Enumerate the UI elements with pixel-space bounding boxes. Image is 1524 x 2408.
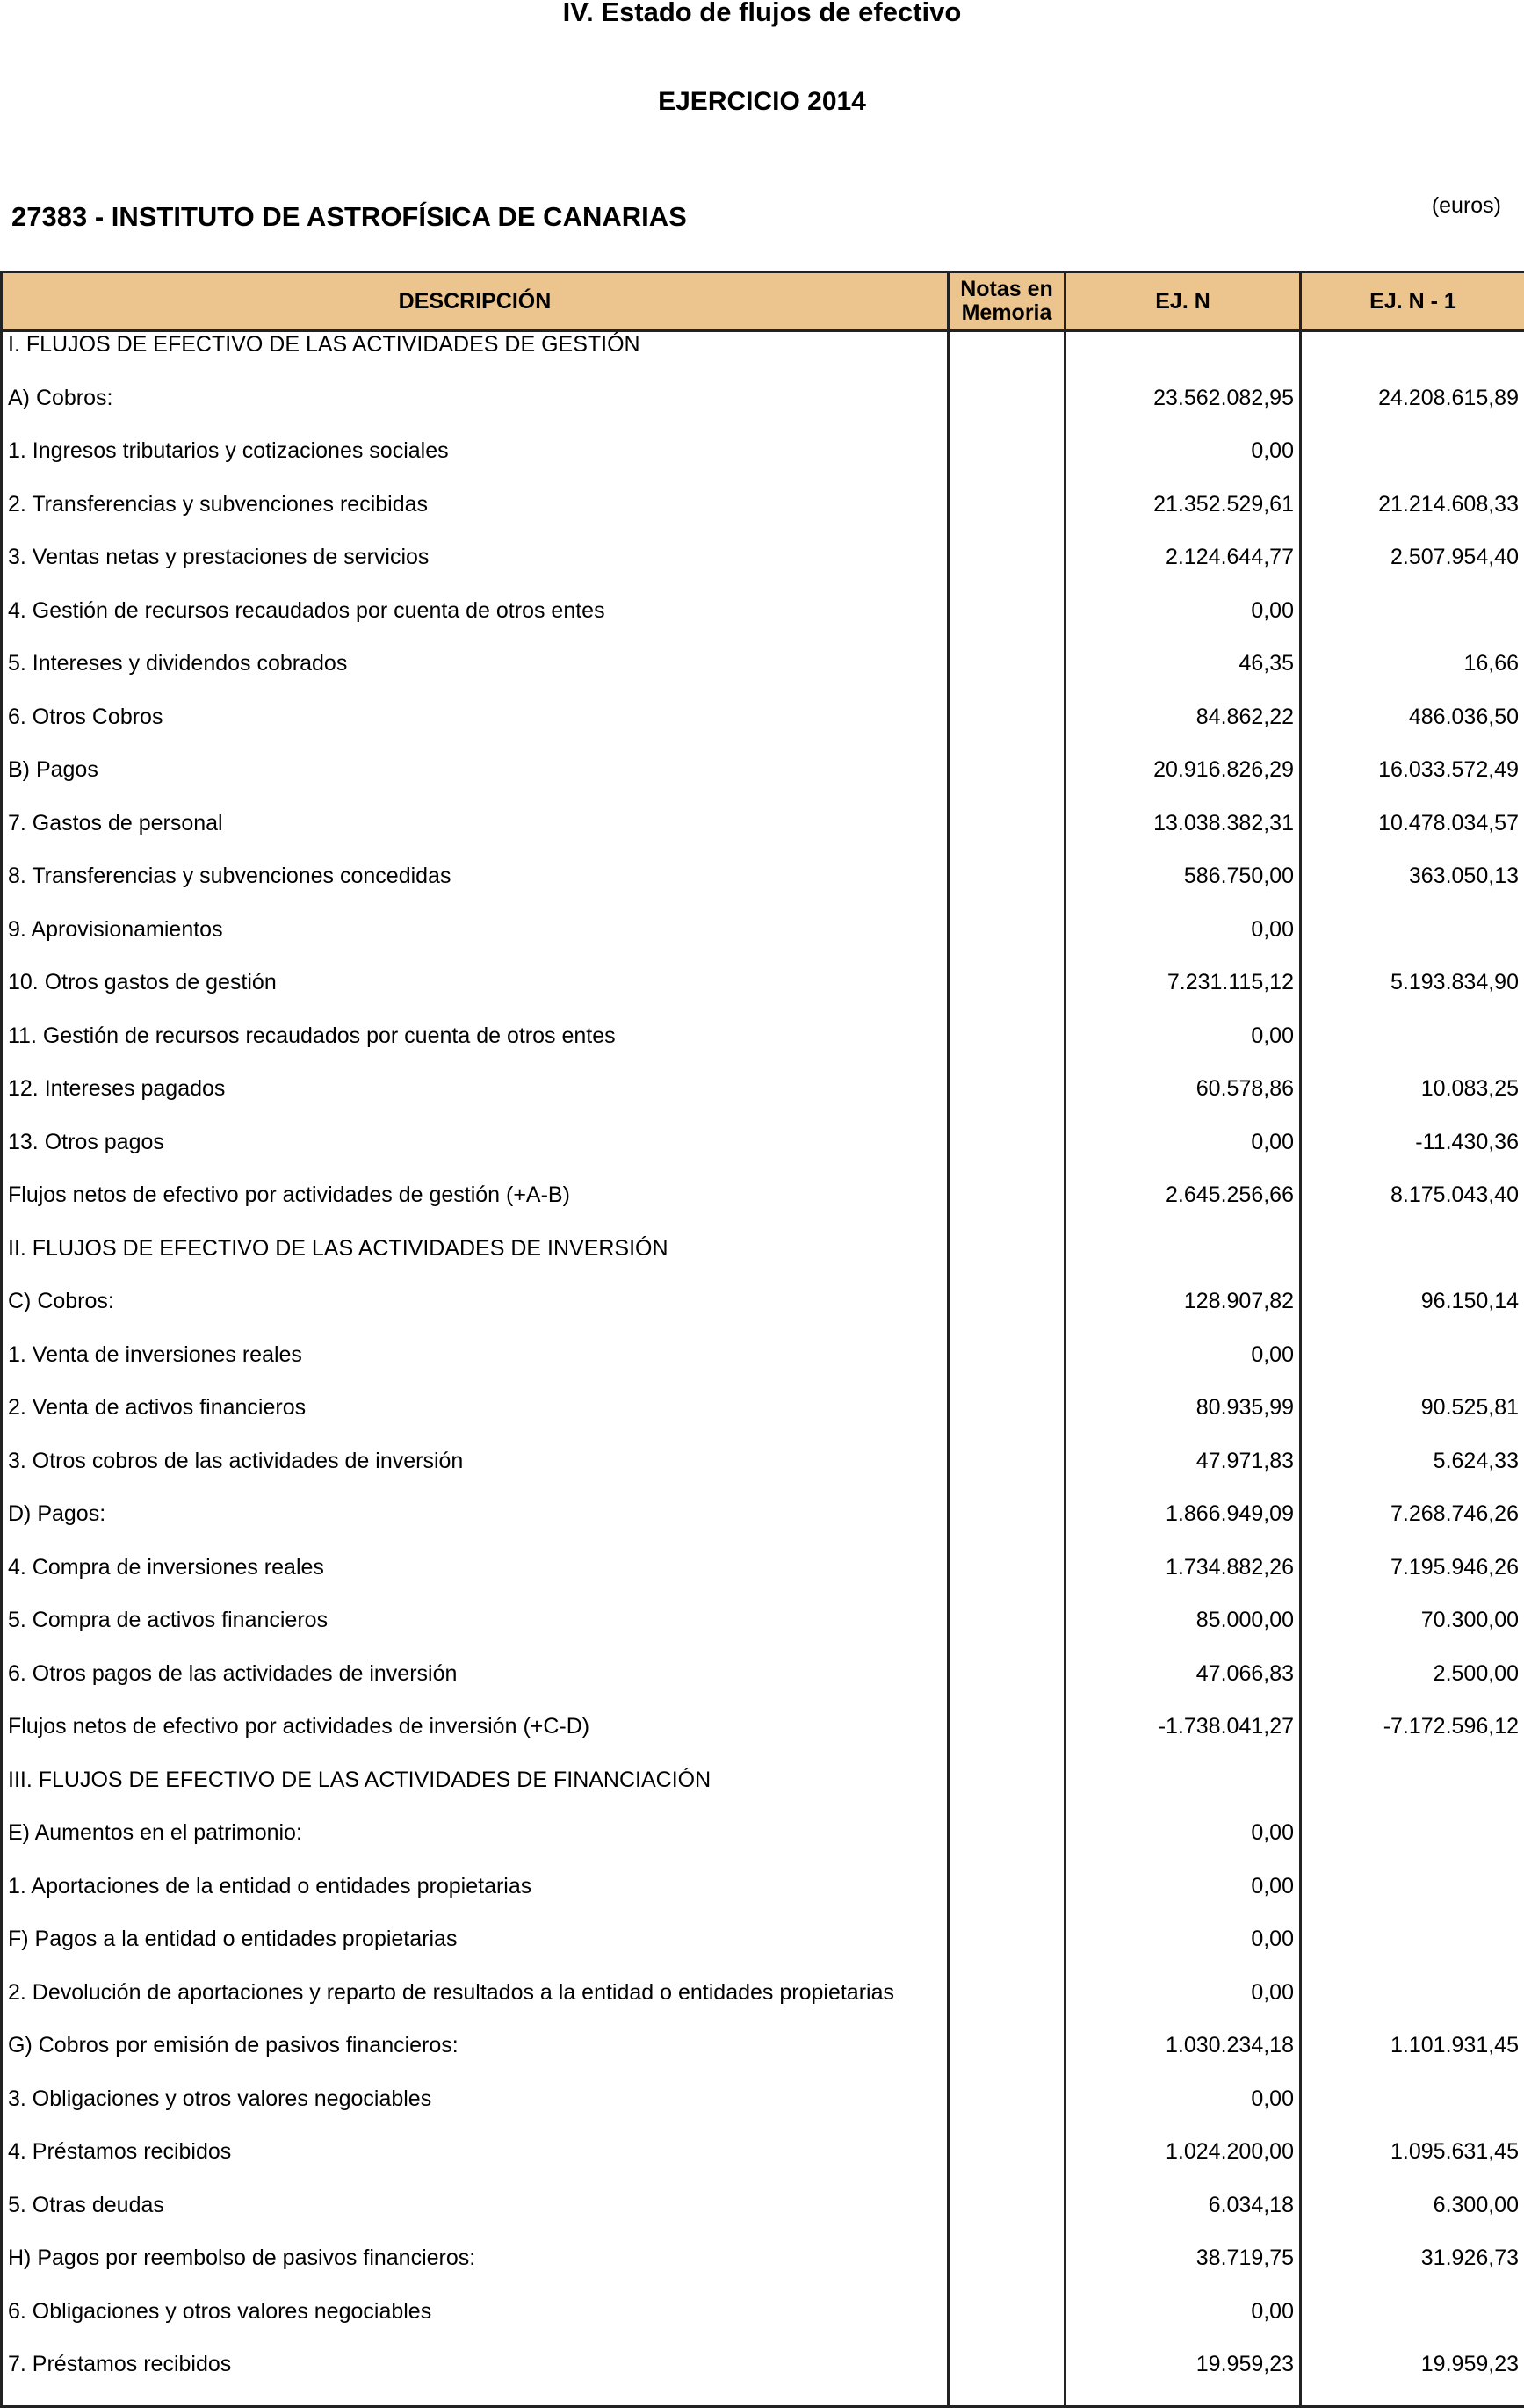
row-description: 5. Otras deudas	[2, 2193, 949, 2246]
row-value-year-n1	[1301, 1023, 1524, 1077]
row-notes	[949, 1980, 1065, 2034]
table-row	[2, 2033, 1524, 2086]
row-value-year-n: 23.562.082,95	[1065, 386, 1301, 439]
row-value-year-n1: -7.172.596,12	[1301, 1714, 1524, 1768]
table-row	[2, 2139, 1524, 2193]
table-header-row	[2, 272, 1524, 331]
row-value-year-n1: -11.430,36	[1301, 1130, 1524, 1183]
row-notes	[949, 2245, 1065, 2299]
row-value-year-n1	[1301, 1980, 1524, 2034]
table-row	[2, 1076, 1524, 1130]
row-description: Flujos netos de efectivo por actividades de gestión (+A-B)	[2, 1182, 949, 1236]
row-notes	[949, 811, 1065, 864]
table-row	[2, 757, 1524, 811]
row-description: 6. Otros Cobros	[2, 705, 949, 758]
row-value-year-n: 6.034,18	[1065, 2193, 1301, 2246]
row-description: H) Pagos por reembolso de pasivos financieros:	[2, 2245, 949, 2299]
row-value-year-n	[1065, 1768, 1301, 1821]
row-value-year-n1	[1301, 1820, 1524, 1874]
row-description: Flujos netos de efectivo por actividades de inversión (+C-D)	[2, 1714, 949, 1768]
row-value-year-n: 19.959,23	[1065, 2352, 1301, 2406]
row-value-year-n: 0,00	[1065, 1927, 1301, 1980]
table-row	[2, 545, 1524, 598]
row-description: C) Cobros:	[2, 1289, 949, 1342]
row-value-year-n: 0,00	[1065, 2086, 1301, 2140]
row-value-year-n: 0,00	[1065, 1874, 1301, 1927]
table-row	[2, 386, 1524, 439]
row-value-year-n: 21.352.529,61	[1065, 492, 1301, 546]
table-row	[2, 1130, 1524, 1183]
table-row	[2, 1768, 1524, 1821]
row-value-year-n1: 5.193.834,90	[1301, 970, 1524, 1023]
row-notes	[949, 492, 1065, 546]
row-value-year-n1: 90.525,81	[1301, 1395, 1524, 1449]
row-value-year-n: 13.038.382,31	[1065, 811, 1301, 864]
currency-unit: (euros)	[1432, 191, 1501, 221]
row-description: 1. Aportaciones de la entidad o entidades propietarias	[2, 1874, 949, 1927]
row-description: 2. Venta de activos financieros	[2, 1395, 949, 1449]
row-value-year-n: 47.971,83	[1065, 1449, 1301, 1502]
row-description: 3. Otros cobros de las actividades de inversión	[2, 1449, 949, 1502]
table-row	[2, 1714, 1524, 1768]
row-value-year-n: 0,00	[1065, 438, 1301, 492]
row-notes	[949, 1501, 1065, 1555]
row-value-year-n1: 70.300,00	[1301, 1608, 1524, 1661]
exercise-heading: EJERCICIO 2014	[0, 84, 1524, 119]
column-header-description: DESCRIPCIÓN	[2, 272, 949, 331]
row-value-year-n1: 1.101.931,45	[1301, 2033, 1524, 2086]
row-notes	[949, 1342, 1065, 1396]
table-row	[2, 2086, 1524, 2140]
table-row	[2, 2193, 1524, 2246]
row-value-year-n: 1.866.949,09	[1065, 1501, 1301, 1555]
table-body	[2, 331, 1524, 2407]
notes-header-line2: Memoria	[962, 300, 1052, 325]
row-value-year-n1	[1301, 1236, 1524, 1290]
table-row	[2, 1236, 1524, 1290]
row-value-year-n1: 5.624,33	[1301, 1449, 1524, 1502]
row-description: 3. Obligaciones y otros valores negociables	[2, 2086, 949, 2140]
table-row	[2, 1395, 1524, 1449]
row-description: 4. Préstamos recibidos	[2, 2139, 949, 2193]
row-value-year-n1: 6.300,00	[1301, 2193, 1524, 2246]
row-notes	[949, 1714, 1065, 1768]
row-notes	[949, 545, 1065, 598]
cash-flow-table	[0, 271, 1524, 2408]
row-value-year-n1	[1301, 2086, 1524, 2140]
row-description: 4. Compra de inversiones reales	[2, 1555, 949, 1609]
row-description: 2. Transferencias y subvenciones recibidas	[2, 492, 949, 546]
row-value-year-n1: 363.050,13	[1301, 864, 1524, 917]
row-value-year-n: 0,00	[1065, 1342, 1301, 1396]
row-value-year-n1	[1301, 2299, 1524, 2353]
row-value-year-n: 47.066,83	[1065, 1661, 1301, 1715]
row-value-year-n: 0,00	[1065, 598, 1301, 652]
row-notes	[949, 2352, 1065, 2406]
row-value-year-n1	[1301, 1768, 1524, 1821]
row-description: 1. Ingresos tributarios y cotizaciones sociales	[2, 438, 949, 492]
entity-name: 27383 - INSTITUTO DE ASTROFÍSICA DE CANARIAS	[11, 199, 687, 235]
row-value-year-n: 0,00	[1065, 1980, 1301, 2034]
table-row	[2, 705, 1524, 758]
row-description: 6. Otros pagos de las actividades de inversión	[2, 1661, 949, 1715]
row-value-year-n	[1065, 331, 1301, 386]
row-value-year-n: -1.738.041,27	[1065, 1714, 1301, 1768]
table-row	[2, 917, 1524, 971]
row-description: 7. Préstamos recibidos	[2, 2352, 949, 2406]
table-row	[2, 1661, 1524, 1715]
row-description: 5. Intereses y dividendos cobrados	[2, 651, 949, 705]
row-value-year-n: 586.750,00	[1065, 864, 1301, 917]
row-notes	[949, 2193, 1065, 2246]
row-notes	[949, 1661, 1065, 1715]
page-title: IV. Estado de flujos de efectivo	[0, 0, 1524, 30]
row-value-year-n1: 7.268.746,26	[1301, 1501, 1524, 1555]
row-notes	[949, 1874, 1065, 1927]
row-description: II. FLUJOS DE EFECTIVO DE LAS ACTIVIDADES DE INVERSIÓN	[2, 1236, 949, 1290]
row-notes	[949, 1076, 1065, 1130]
table-row	[2, 1980, 1524, 2034]
table-row	[2, 2245, 1524, 2299]
row-notes	[949, 2299, 1065, 2353]
table-row	[2, 1449, 1524, 1502]
row-description: 7. Gastos de personal	[2, 811, 949, 864]
row-value-year-n: 7.231.115,12	[1065, 970, 1301, 1023]
row-value-year-n1: 21.214.608,33	[1301, 492, 1524, 546]
column-header-notes	[949, 272, 1065, 331]
row-notes	[949, 1395, 1065, 1449]
table-row	[2, 492, 1524, 546]
table-row	[2, 1608, 1524, 1661]
row-value-year-n: 0,00	[1065, 1023, 1301, 1077]
row-notes	[949, 917, 1065, 971]
table-row	[2, 1874, 1524, 1927]
row-notes	[949, 598, 1065, 652]
row-value-year-n1: 1.095.631,45	[1301, 2139, 1524, 2193]
table-row	[2, 1820, 1524, 1874]
row-value-year-n1: 16,66	[1301, 651, 1524, 705]
row-notes	[949, 438, 1065, 492]
table-row	[2, 1342, 1524, 1396]
row-value-year-n: 60.578,86	[1065, 1076, 1301, 1130]
row-notes	[949, 1927, 1065, 1980]
table-row	[2, 2299, 1524, 2353]
column-header-year-n: EJ. N	[1065, 272, 1301, 331]
row-value-year-n: 128.907,82	[1065, 1289, 1301, 1342]
row-notes	[949, 1236, 1065, 1290]
row-notes	[949, 864, 1065, 917]
row-notes	[949, 2086, 1065, 2140]
row-value-year-n1: 19.959,23	[1301, 2352, 1524, 2406]
table-row	[2, 1182, 1524, 1236]
row-value-year-n: 0,00	[1065, 1130, 1301, 1183]
row-notes	[949, 2139, 1065, 2193]
row-description: I. FLUJOS DE EFECTIVO DE LAS ACTIVIDADES DE GESTIÓN	[2, 331, 949, 386]
row-value-year-n1: 10.083,25	[1301, 1076, 1524, 1130]
row-value-year-n1	[1301, 1927, 1524, 1980]
table-row	[2, 1555, 1524, 1609]
row-description: 5. Compra de activos financieros	[2, 1608, 949, 1661]
row-description: 10. Otros gastos de gestión	[2, 970, 949, 1023]
table-row	[2, 651, 1524, 705]
row-value-year-n: 85.000,00	[1065, 1608, 1301, 1661]
row-value-year-n1: 486.036,50	[1301, 705, 1524, 758]
row-description: 6. Obligaciones y otros valores negociables	[2, 2299, 949, 2353]
row-description: 12. Intereses pagados	[2, 1076, 949, 1130]
row-description: E) Aumentos en el patrimonio:	[2, 1820, 949, 1874]
row-value-year-n1: 31.926,73	[1301, 2245, 1524, 2299]
row-value-year-n1	[1301, 1874, 1524, 1927]
row-description: 8. Transferencias y subvenciones concedidas	[2, 864, 949, 917]
row-notes	[949, 1182, 1065, 1236]
table-row	[2, 1023, 1524, 1077]
row-description: 4. Gestión de recursos recaudados por cuenta de otros entes	[2, 598, 949, 652]
row-value-year-n: 84.862,22	[1065, 705, 1301, 758]
row-notes	[949, 1130, 1065, 1183]
row-notes	[949, 1555, 1065, 1609]
row-notes	[949, 1449, 1065, 1502]
row-description: III. FLUJOS DE EFECTIVO DE LAS ACTIVIDADES DE FINANCIACIÓN	[2, 1768, 949, 1821]
row-description: 2. Devolución de aportaciones y reparto de resultados a la entidad o entidades propietarias	[2, 1980, 949, 2034]
row-notes	[949, 1820, 1065, 1874]
table-row	[2, 1289, 1524, 1342]
row-notes	[949, 331, 1065, 386]
row-value-year-n: 38.719,75	[1065, 2245, 1301, 2299]
row-notes	[949, 651, 1065, 705]
row-description: 13. Otros pagos	[2, 1130, 949, 1183]
row-description: F) Pagos a la entidad o entidades propietarias	[2, 1927, 949, 1980]
row-value-year-n1	[1301, 598, 1524, 652]
row-notes	[949, 970, 1065, 1023]
table-row	[2, 331, 1524, 386]
row-value-year-n	[1065, 1236, 1301, 1290]
row-value-year-n: 2.124.644,77	[1065, 545, 1301, 598]
row-value-year-n: 1.030.234,18	[1065, 2033, 1301, 2086]
row-value-year-n: 46,35	[1065, 651, 1301, 705]
table-row	[2, 811, 1524, 864]
row-value-year-n: 1.734.882,26	[1065, 1555, 1301, 1609]
row-notes	[949, 1768, 1065, 1821]
row-notes	[949, 757, 1065, 811]
row-notes	[949, 1289, 1065, 1342]
row-description: A) Cobros:	[2, 386, 949, 439]
row-value-year-n1	[1301, 331, 1524, 386]
row-value-year-n1: 7.195.946,26	[1301, 1555, 1524, 1609]
row-value-year-n1: 8.175.043,40	[1301, 1182, 1524, 1236]
row-description: B) Pagos	[2, 757, 949, 811]
row-value-year-n1: 2.507.954,40	[1301, 545, 1524, 598]
row-description: 3. Ventas netas y prestaciones de servicios	[2, 545, 949, 598]
row-value-year-n: 80.935,99	[1065, 1395, 1301, 1449]
row-description: 9. Aprovisionamientos	[2, 917, 949, 971]
table-row	[2, 438, 1524, 492]
row-value-year-n: 2.645.256,66	[1065, 1182, 1301, 1236]
row-notes	[949, 2033, 1065, 2086]
table-row	[2, 2352, 1524, 2406]
table-row	[2, 864, 1524, 917]
table-row	[2, 1927, 1524, 1980]
table-row	[2, 970, 1524, 1023]
row-value-year-n1: 96.150,14	[1301, 1289, 1524, 1342]
row-value-year-n1: 10.478.034,57	[1301, 811, 1524, 864]
row-value-year-n: 0,00	[1065, 917, 1301, 971]
row-value-year-n1	[1301, 917, 1524, 971]
row-value-year-n: 1.024.200,00	[1065, 2139, 1301, 2193]
row-value-year-n1: 2.500,00	[1301, 1661, 1524, 1715]
row-value-year-n: 20.916.826,29	[1065, 757, 1301, 811]
column-header-year-n1: EJ. N - 1	[1301, 272, 1524, 331]
table-row	[2, 598, 1524, 652]
table-row	[2, 1501, 1524, 1555]
row-value-year-n1	[1301, 1342, 1524, 1396]
row-notes	[949, 705, 1065, 758]
notes-header-line1: Notas en	[960, 277, 1053, 301]
row-notes	[949, 1023, 1065, 1077]
row-value-year-n: 0,00	[1065, 2299, 1301, 2353]
row-notes	[949, 386, 1065, 439]
row-description: 11. Gestión de recursos recaudados por cuenta de otros entes	[2, 1023, 949, 1077]
row-description: G) Cobros por emisión de pasivos financieros:	[2, 2033, 949, 2086]
row-value-year-n1	[1301, 438, 1524, 492]
row-description: D) Pagos:	[2, 1501, 949, 1555]
row-value-year-n1: 16.033.572,49	[1301, 757, 1524, 811]
row-value-year-n: 0,00	[1065, 1820, 1301, 1874]
row-description: 1. Venta de inversiones reales	[2, 1342, 949, 1396]
row-notes	[949, 1608, 1065, 1661]
row-value-year-n1: 24.208.615,89	[1301, 386, 1524, 439]
